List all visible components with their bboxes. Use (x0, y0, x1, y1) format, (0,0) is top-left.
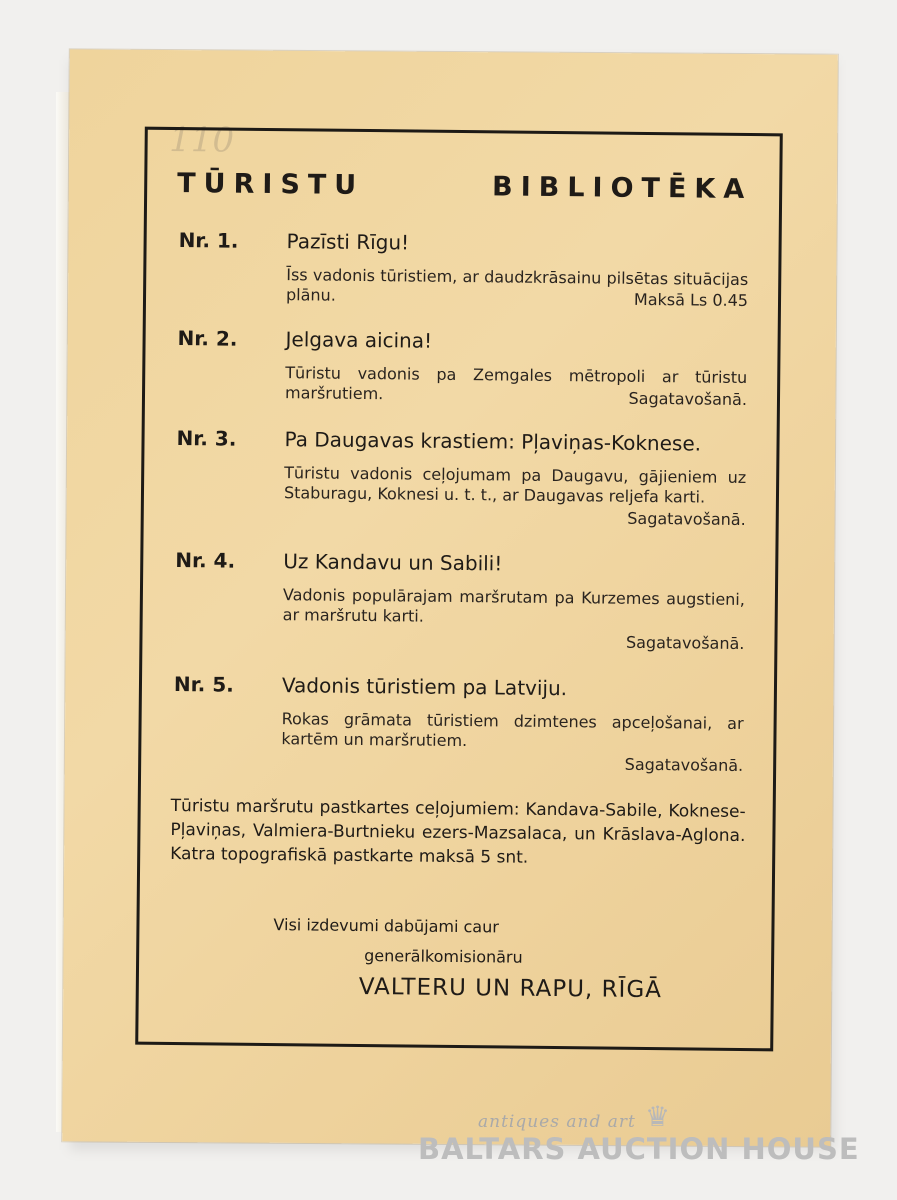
item-number: Nr. 4. (175, 548, 236, 573)
series-title (177, 168, 752, 205)
crown-icon: ♛ (645, 1100, 671, 1133)
item-title: Jelgava aicina! (285, 327, 433, 353)
item-status: Sagatavošanā. (624, 754, 744, 775)
item-title: Uz Kandavu un Sabili! (283, 549, 503, 576)
item-status: Sagatavošanā. (625, 632, 745, 653)
item-title: Pa Daugavas krastiem: Pļaviņas-Koknese. (284, 427, 702, 456)
watermark-logo: BALTARS AUCTION HOUSE (418, 1132, 860, 1166)
publisher-name: VALTERU UN RAPU, RĪGĀ (358, 973, 663, 1004)
postcards-note: Tūristu maršrutu pastkartes ceļojumiem: Kandava-Sabile, Koknese-Pļaviņas, Valmiera-Burtnieku ezers-Mazsalaca, un Krāslava-Aglona. Katra topografiskā pastkarte maksā 5 snt. (170, 795, 746, 868)
item-description: Īss vadonis tūristiem, ar daudzkrāsainu pilsētas situācijas plānu. (285, 265, 749, 305)
item-description: Tūristu vadonis pa Zemgales mētropoli ar tūristu maršrutiem. (284, 363, 748, 404)
availability-line: generālkomisionāru (364, 946, 523, 967)
item-number: Nr. 5. (173, 672, 234, 697)
item-title: Vadonis tūristiem pa Latviju. (281, 673, 568, 701)
item-price: Maksā Ls 0.45 (633, 289, 749, 311)
item-description: Vadonis populārajam maršrutam pa Kurzemes augstieni, ar maršrutu karti. (282, 585, 746, 626)
item-description: Rokas grāmata tūristiem dzimtenes apceļošanai, ar kartēm un maršrutiem. (281, 709, 744, 751)
availability-line: Visi izdevumi dabūjami caur (273, 915, 499, 937)
item-status: Sagatavošanā. (627, 508, 746, 529)
title-word: BIBLIOTĒKA (491, 171, 753, 206)
item-number: Nr. 3. (176, 426, 237, 451)
item-number: Nr. 1. (178, 228, 239, 253)
pencil-mark: 110 (169, 120, 235, 161)
item-description: Tūristu vadonis ceļojumam pa Daugavu, gājieniem uz Staburagu, Koknesi u. t. t., ar Daugavas reljefa karti. (283, 463, 747, 507)
item-status: Sagatavošanā. (628, 388, 748, 410)
watermark-tagline: antiques and art (478, 1112, 636, 1132)
item-title: Pazīsti Rīgu! (286, 229, 410, 255)
item-number: Nr. 2. (177, 326, 238, 351)
title-word: TŪRISTU (177, 168, 365, 201)
advert-frame (135, 127, 783, 1052)
